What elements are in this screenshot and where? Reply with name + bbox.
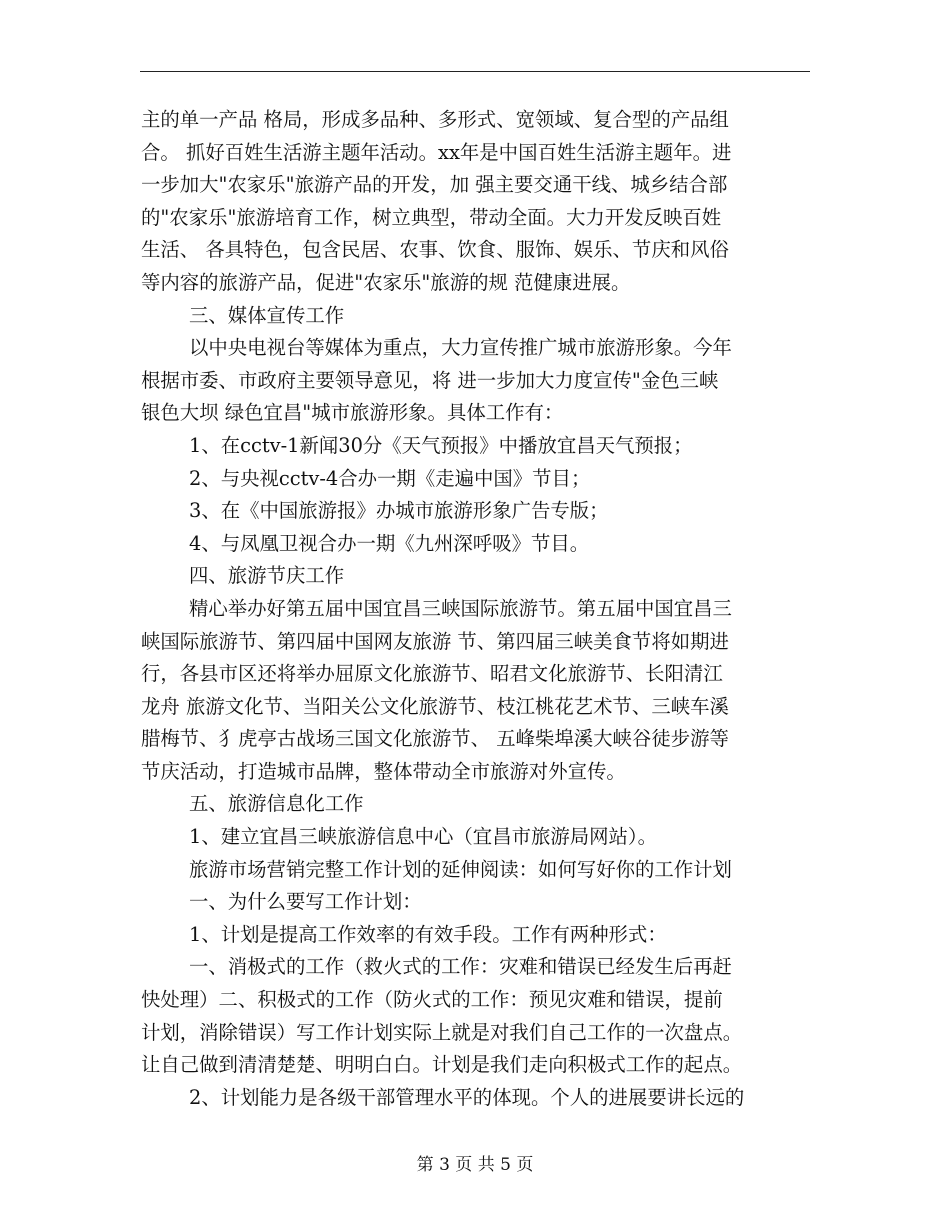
text-line: 等内容的旅游产品，促进"农家乐"旅游的规 范健康进展。: [141, 270, 631, 294]
section-heading: 一、为什么要写工作计划：: [189, 890, 422, 914]
list-item: 3、在《中国旅游报》办城市旅游形象广告专版；: [189, 499, 609, 523]
list-item: 1、计划是提高工作效率的有效手段。工作有两种形式：: [189, 922, 667, 946]
text-line: 精心举办好第五届中国宜昌三峡国际旅游节。第五届中国宜昌三: [189, 596, 732, 620]
page-number: 第 3 页 共 5 页: [416, 1155, 534, 1175]
section-heading: 五、旅游信息化工作: [189, 792, 364, 816]
text-line: 行，各县市区还将举办屈原文化旅游节、昭君文化旅游节、长阳清江: [141, 662, 723, 686]
text-line: 根据市委、市政府主要领导意见，将 进一步加大力度宣传"金色三峡: [141, 368, 719, 392]
list-item: 4、与凤凰卫视合办一期《九州深呼吸》节目。: [189, 531, 590, 555]
text-line: 的"农家乐"旅游培育工作，树立典型，带动全面。大力开发反映百姓: [141, 205, 722, 229]
text-line: 计划，消除错误）写工作计划实际上就是对我们自己工作的一次盘点。: [141, 1020, 743, 1044]
text-line: 合。 抓好百姓生活游主题年活动。xx年是中国百姓生活游主题年。进: [141, 140, 732, 164]
text-line: 生活、 各具特色，包含民居、农事、饮食、服饰、娱乐、节庆和风俗: [141, 238, 729, 262]
list-item: 2、计划能力是各级干部管理水平的体现。个人的进展要讲长远的: [189, 1085, 745, 1109]
text-line: 一、消极式的工作（救火式的工作：灾难和错误已经发生后再赶: [189, 955, 732, 979]
list-item: 1、在cctv-1新闻30分《天气预报》中播放宜昌天气预报；: [189, 433, 693, 457]
text-line: 峡国际旅游节、第四届中国网友旅游 节、第四届三峡美食节将如期进: [141, 629, 729, 653]
text-line: 以中央电视台等媒体为重点，大力宣传推广城市旅游形象。今年: [189, 336, 732, 360]
text-line: 银色大坝 绿色宜昌"城市旅游形象。具体工作有：: [141, 401, 564, 425]
section-heading: 四、旅游节庆工作: [189, 564, 345, 588]
text-line: 节庆活动，打造城市品牌，整体带动全市旅游对外宣传。: [141, 759, 626, 783]
list-item: 2、与央视cctv-4合办一期《走遍中国》节目；: [189, 466, 591, 490]
section-heading: 三、媒体宣传工作: [189, 303, 345, 327]
text-line: 旅游市场营销完整工作计划的延伸阅读：如何写好你的工作计划: [189, 857, 732, 881]
text-line: 腊梅节、犭虎亭古战场三国文化旅游节、 五峰柴埠溪大峡谷徒步游等: [141, 727, 729, 751]
text-line: 一步加大"农家乐"旅游产品的开发，加 强主要交通干线、城乡结合部: [141, 173, 728, 197]
list-item: 1、建立宜昌三峡旅游信息中心（宜昌市旅游局网站）。: [189, 825, 658, 849]
body-text: [141, 104, 813, 1114]
text-line: 龙舟 旅游文化节、当阳关公文化旅游节、枝江桃花艺术节、三峡车溪: [141, 694, 729, 718]
text-line: 让自己做到清清楚楚、明明白白。计划是我们走向积极式工作的起点。: [141, 1053, 743, 1077]
text-line: 快处理）二、积极式的工作（防火式的工作：预见灾难和错误，提前: [141, 988, 723, 1012]
header-rule: [140, 71, 810, 72]
text-line: 主的单一产品 格局，形成多品种、多形式、宽领域、复合型的产品组: [141, 108, 729, 131]
